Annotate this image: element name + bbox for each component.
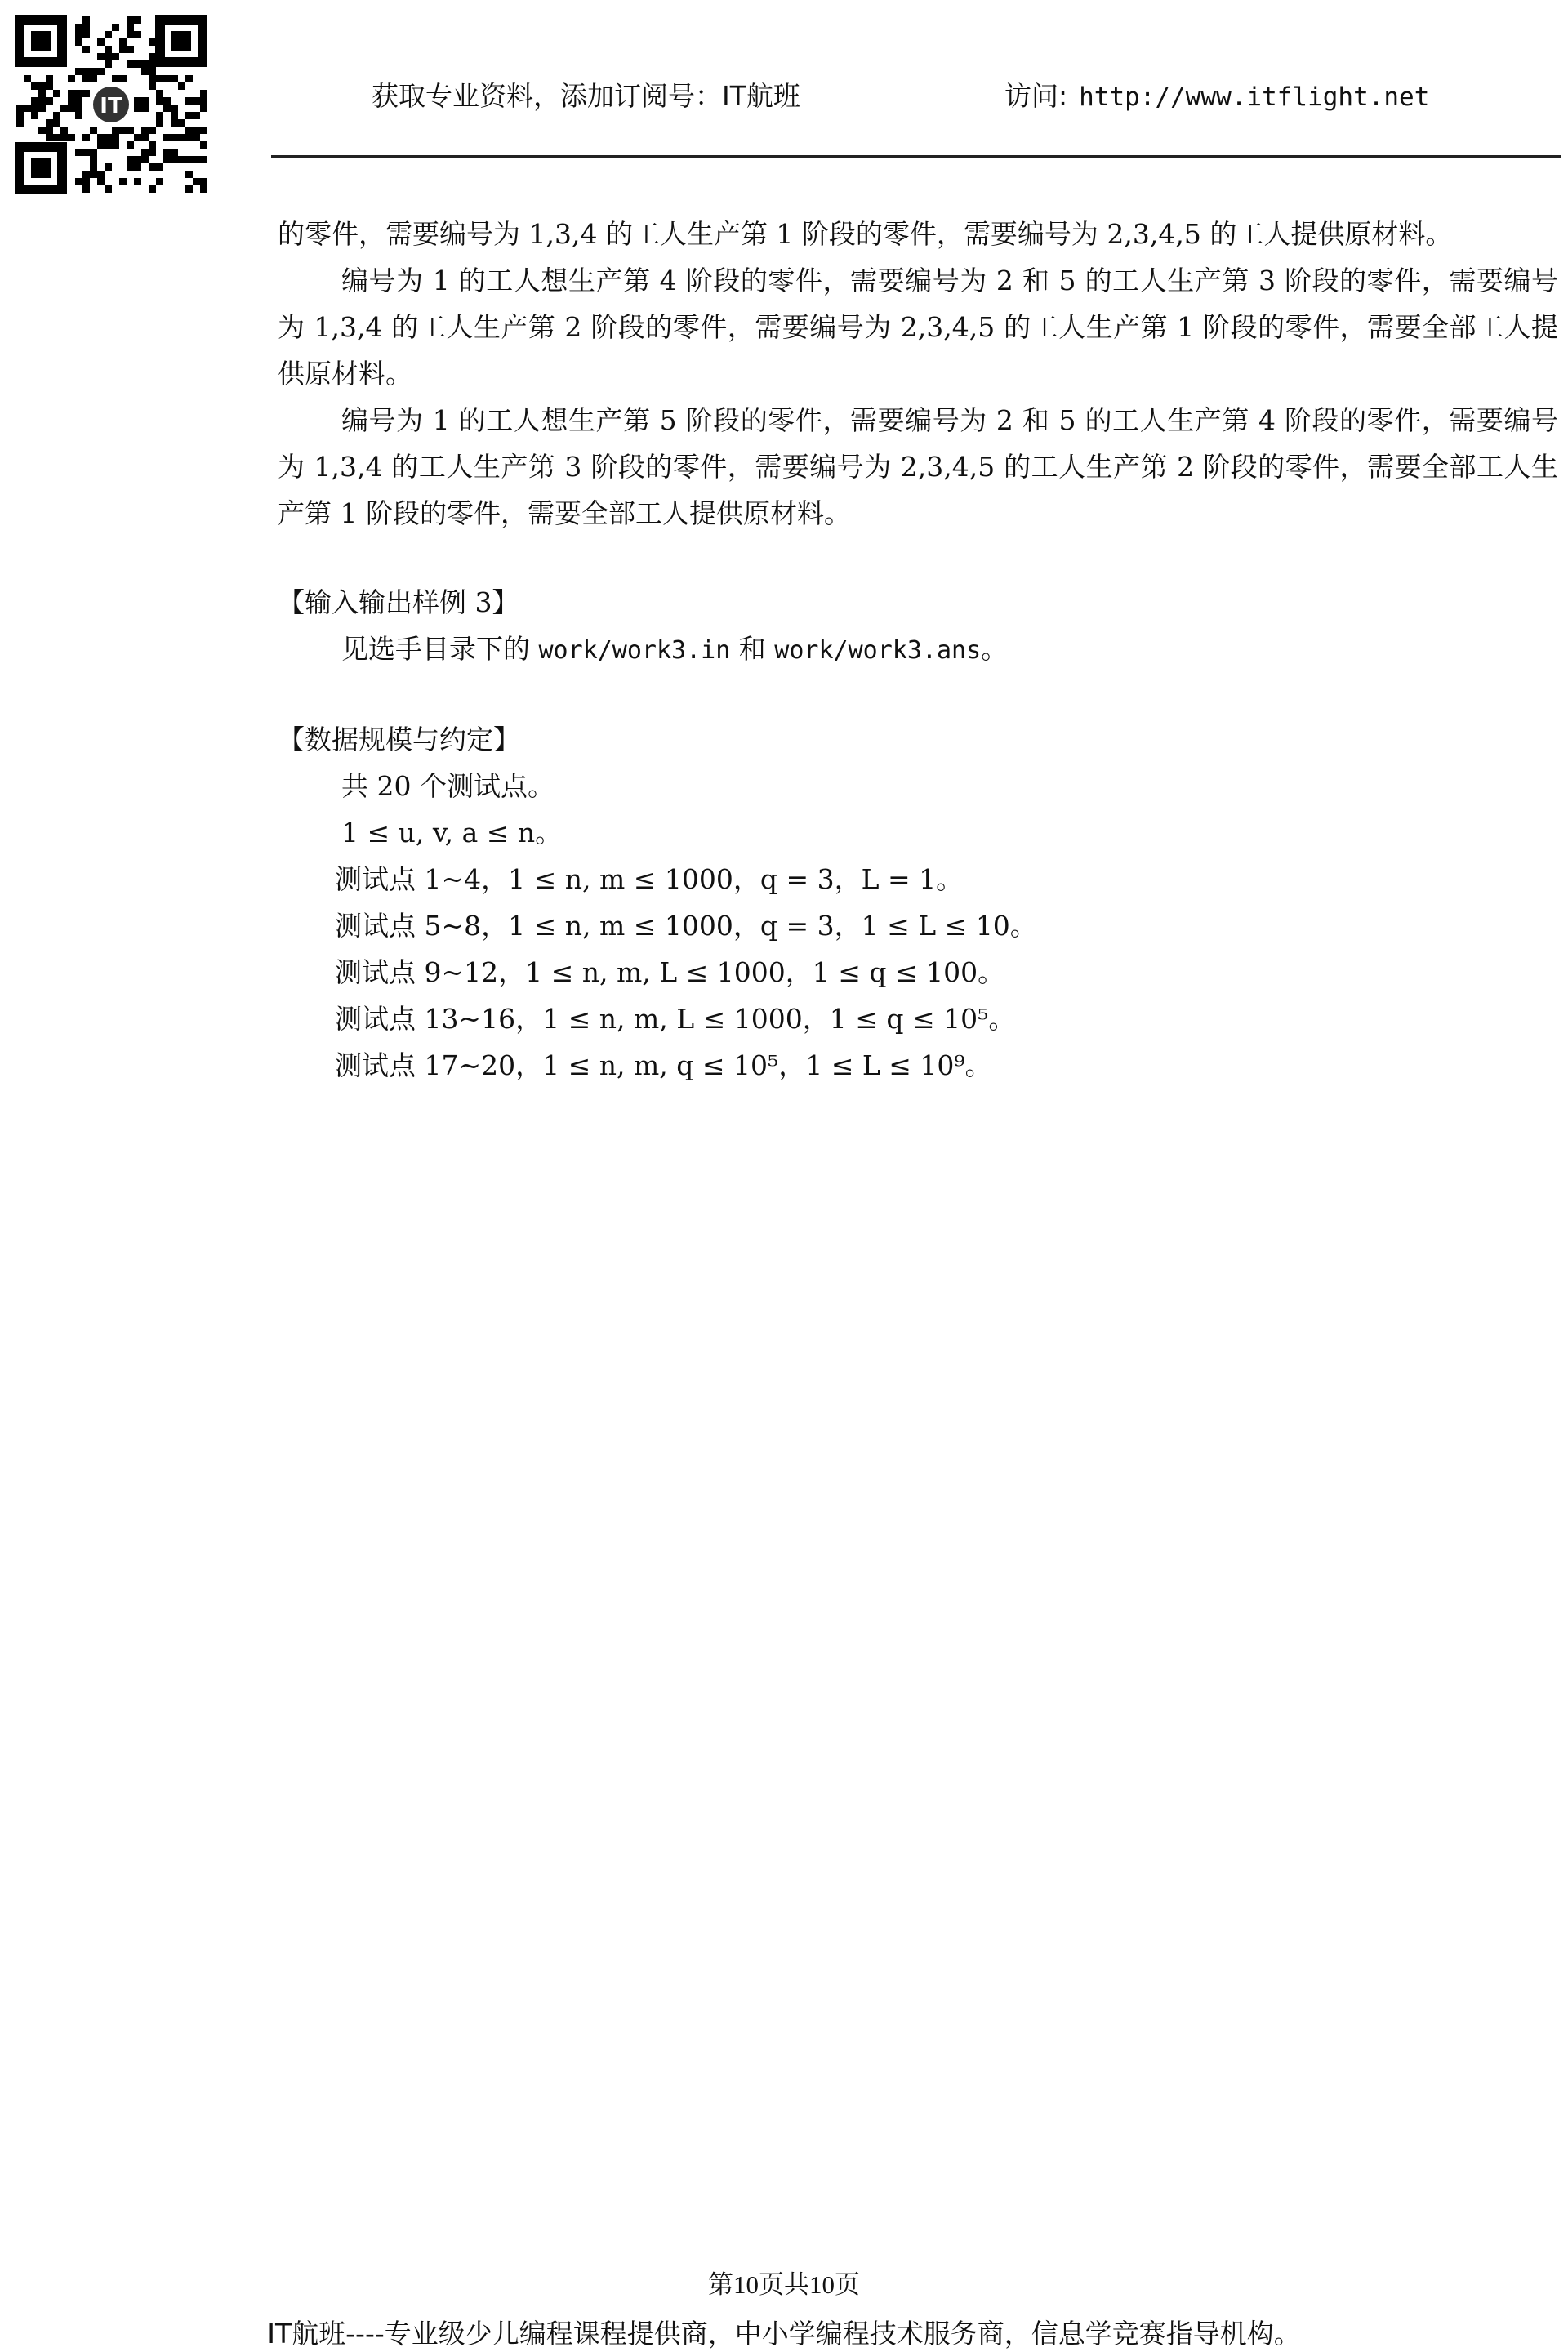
page-number: 第10页共10页 <box>708 2270 860 2299</box>
header-url-link[interactable]: http://www.itflight.net <box>1079 82 1430 112</box>
constraints-title: 【数据规模与约定】 <box>278 724 520 755</box>
sample-text-before: 见选手目录下的 <box>341 633 539 665</box>
testcase-group: 测试点 1~4，1 ≤ n, m ≤ 1000，q = 3，L = 1。 <box>335 863 964 895</box>
paragraph-continuation: 的零件，需要编号为 1,3,4 的工人生产第 1 阶段的零件，需要编号为 2,3,4,5 的工人提供原材料。 <box>278 218 1453 250</box>
paragraph-stage-4: 编号为 1 的工人想生产第 4 阶段的零件，需要编号为 2 和 5 的工人生产第 3 阶段的零件，需要编号为 1,3,4 的工人生产第 2 阶段的零件，需要编号为 2,3,4,5 的工人生产第 1 阶段的零件，需要全部工人提供原材料。 <box>278 265 1558 390</box>
header-divider <box>271 155 1561 158</box>
testcase-group: 测试点 5~8，1 ≤ n, m ≤ 1000，q = 3，1 ≤ L ≤ 10。 <box>335 910 1037 942</box>
sample-3-text <box>278 626 1558 674</box>
testcase-group: 测试点 13~16，1 ≤ n, m, L ≤ 1000，1 ≤ q ≤ 10⁵。 <box>335 1003 1016 1035</box>
testcase-group: 测试点 17~20，1 ≤ n, m, q ≤ 10⁵，1 ≤ L ≤ 10⁹。 <box>335 1049 992 1081</box>
qr-logo: IT <box>100 94 122 118</box>
testcase-count: 共 20 个测试点。 <box>341 770 555 802</box>
sample-ans-file: work/work3.ans <box>774 636 982 665</box>
sample-in-file: work/work3.in <box>538 636 731 665</box>
document-body <box>278 211 1558 1089</box>
visit-label: 访问: <box>1004 80 1068 112</box>
testcase-group: 测试点 9~12，1 ≤ n, m, L ≤ 1000，1 ≤ q ≤ 100。 <box>335 956 1005 988</box>
qr-code-image <box>15 15 207 194</box>
page-header <box>270 75 1519 112</box>
paragraph-stage-5: 编号为 1 的工人想生产第 5 阶段的零件，需要编号为 2 和 5 的工人生产第 4 阶段的零件，需要编号为 1,3,4 的工人生产第 3 阶段的零件，需要编号为 2,3,4,5 的工人生产第 2 阶段的零件，需要全部工人生产第 1 阶段的零件，需要全部工人提供原材料。 <box>278 404 1558 529</box>
sample-text-mid: 和 <box>730 633 775 665</box>
sample-3-title: 【输入输出样例 3】 <box>278 586 519 618</box>
sample-text-end: 。 <box>981 633 1009 665</box>
footer-slogan: IT航班----专业级少儿编程课程提供商，中小学编程技术服务商，信息学竞赛指导机构。 <box>267 2318 1301 2350</box>
header-visit <box>1004 75 1429 114</box>
variable-range: 1 ≤ u, v, a ≤ n。 <box>341 817 563 849</box>
header-slogan: 获取专业资料，添加订阅号：IT航班 <box>372 80 800 112</box>
